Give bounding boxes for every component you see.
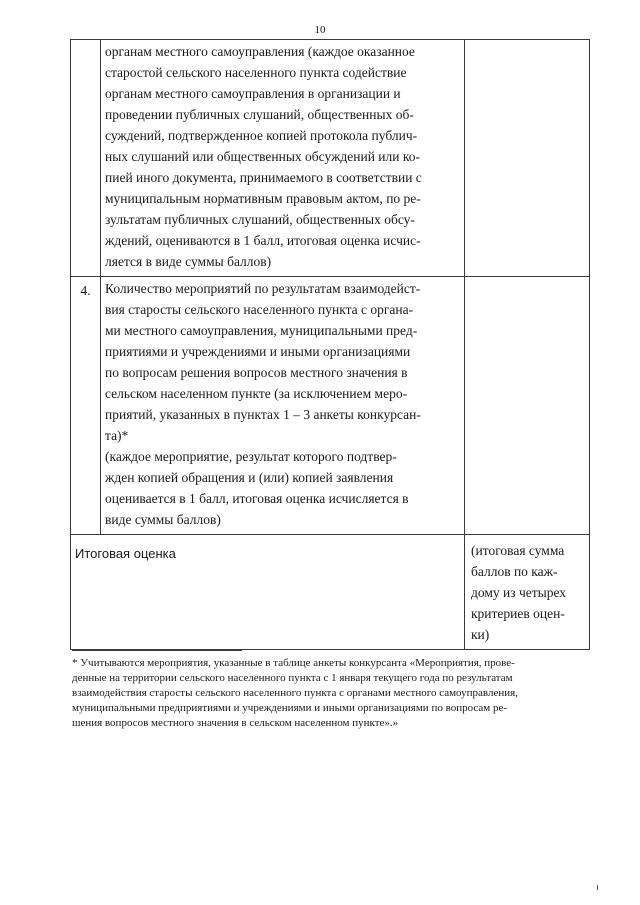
criterion-text: Количество мероприятий по результатам взаимодейст- вия старосты сельского населенного пункта с органа- ми местного самоуправления, муниципальными пред- приятиями и учреждениями и иными организациями по вопросам решения вопросов местного значения в сельском населенном пункте (за исключением меро- приятий, указанных в пунктах 1 – 3 анкеты конкурсан- та)* (каждое мероприятие, результат которого подтвер- жден копией обращения и (или) копией заявления оценивается в 1 балл, итоговая оценка исчисляется в виде суммы баллов) — [101, 277, 465, 534]
row-number: 4. — [71, 277, 101, 534]
page-number: 10 — [314, 24, 326, 36]
score-cell — [465, 277, 589, 534]
criterion-text: органам местного самоуправления (каждое оказанное старостой сельского населенного пункта содействие органам местного самоуправления в организации и проведении публичных слушаний, общественных об- суждений, подтвержденное копией протокола публич- ных слушаний или общественных обсуждений или ко- пией иного документа, принимаемого в соответствии с муниципальным нормативным правовым актом, по ре- зультатам публичных слушаний, общественных обсу- ждений, оцениваются в 1 балл, итоговая оценка исчис- ляется в виде суммы баллов) — [101, 40, 465, 276]
table-row-continued — [71, 40, 589, 277]
score-cell — [465, 40, 589, 276]
footnote: * Учитываются мероприятия, указанные в таблице анкеты конкурсанта «Мероприятия, прове- денные на территории сельского населенного пункта с 1 января текущего года по результатам взаимодействия старосты сельского населенного пункта с органами местного самоуправления, муниципальными предприятиями и учреждениями и иными организациями по вопросам ре- шения вопросов местного значения в сельском населенном пункте».» — [72, 657, 518, 729]
criteria-table — [70, 39, 590, 650]
row-number — [71, 40, 101, 276]
total-score-note: (итоговая сумма баллов по каж- дому из четырех критериев оцен- ки) — [471, 543, 567, 642]
total-label: Итоговая оценка — [71, 535, 465, 649]
scan-mark — [597, 885, 598, 890]
table-row-total — [71, 535, 589, 649]
footnote-divider — [72, 650, 242, 651]
table-row-4 — [71, 277, 589, 535]
